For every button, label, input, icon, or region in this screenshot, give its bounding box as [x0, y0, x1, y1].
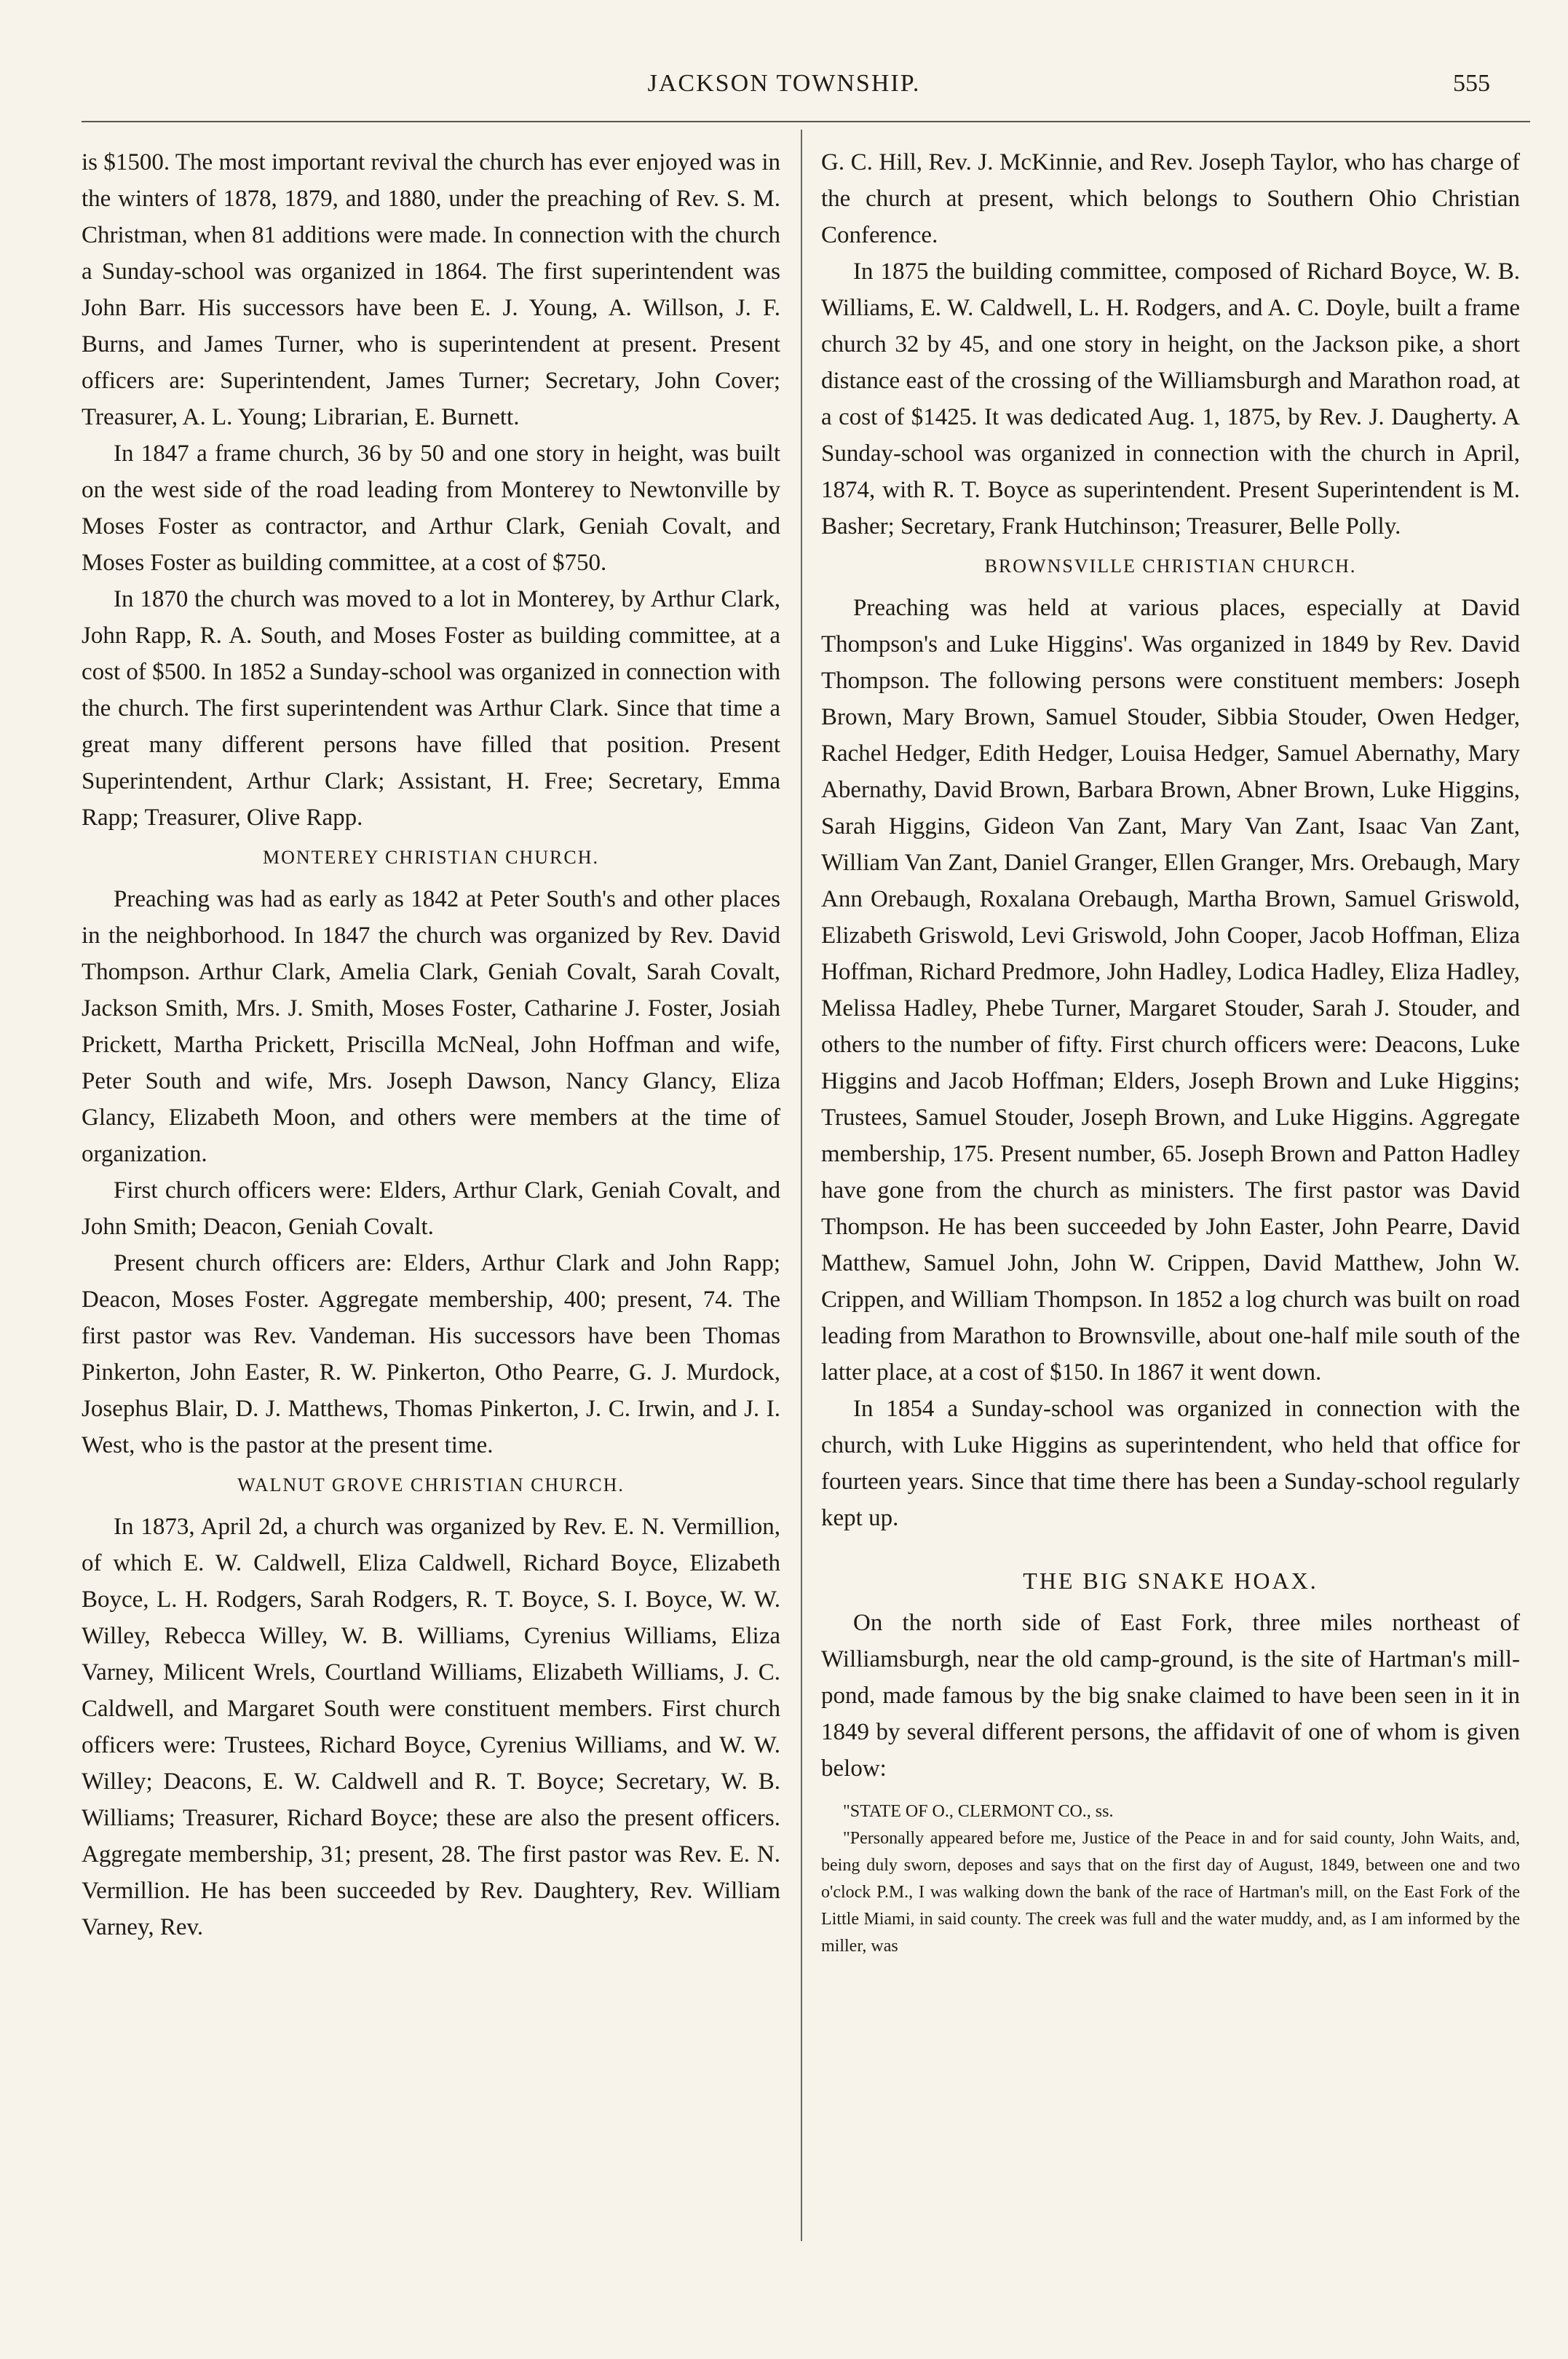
paragraph: Preaching was held at various places, especially at David Thompson's and Luke Higgins'. Was organized in 1849 by Rev. David Thompson. The following persons were constituent members: Joseph Brown, Mary Brown, Samuel Stouder, Sibbia Stouder, Owen Hedger, Rachel Hedger, Edith Hedger, Louisa Hedger, Samuel Abernathy, Mary Abernathy, David Brown, Barbara Brown, Abner Brown, Luke Higgins, Sarah Higgins, Gideon Van Zant, Mary Van Zant, Isaac Van Zant, William Van Zant, Daniel Granger, Ellen Granger, Mrs. Orebaugh, Mary Ann Orebaugh, Roxalana Orebaugh, Martha Brown, Samuel Griswold, Elizabeth Griswold, Levi Griswold, John Cooper, Jacob Hoffman, Eliza Hoffman, Richard Predmore, John Hadley, Lodica Hadley, Eliza Hadley, Melissa Hadley, Phebe Turner, Margaret Stouder, Sarah J. Stouder, and others to the number of fifty. First church officers were: Deacons, Luke Higgins and Jacob Hoffman; Elders, Joseph Brown and Luke Higgins; Trustees, Samuel Stouder, Joseph Brown, and Luke Higgins. Aggregate membership, 175. Present number, 65. Joseph Brown and Patton Hadley have gone from the church as ministers. The first pastor was David Thompson. He has been succeeded by John Easter, John Pearre, David Matthew, Samuel John, John W. Crippen, David Matthew, John W. Crippen, and William Thompson. In 1852 a log church was built on road leading from Marathon to Brownsville, about one-half mile south of the latter place, at a cost of $150. In 1867 it went down.: [821, 595, 1520, 1386]
paragraph: Preaching was had as early as 1842 at Peter South's and other places in the neighborhood. In 1847 the church was organized by Rev. David Thompson. Arthur Clark, Amelia Clark, Geniah Covalt, Sarah Covalt, Jackson Smith, Mrs. J. Smith, Moses Foster, Catharine J. Foster, Josiah Prickett, Martha Prickett, Priscilla McNeal, John Hoffman and wife, Peter South and wife, Mrs. Joseph Dawson, Nancy Glancy, Eliza Glancy, Elizabeth Moon, and others were members at the time of organization.: [82, 886, 780, 1167]
affidavit-text: "Personally appeared before me, Justice of the Peace in and for said county, John Waits, and, being duly sworn, deposes and says that on the first day of August, 1849, between one and two o'clock P.M., I was walking down the bank of the race of Hartman's mill, on the East Fork of the Little Miami, in said county. The creek was full and the water muddy, and, as I am informed by the miller, was: [821, 1829, 1520, 1956]
running-head: JACKSON TOWNSHIP.: [647, 70, 921, 97]
page-number: 555: [1453, 70, 1490, 97]
affidavit-caption: "STATE OF O., CLERMONT CO., ss.: [843, 1802, 1114, 1821]
right-column: [821, 144, 1520, 1960]
paragraph: is $1500. The most important revival the church has ever enjoyed was in the winters of 1878, 1879, and 1880, under the preaching of Rev. S. M. Christman, when 81 additions were made. In connection with the church a Sunday-school was organized in 1864. The first superintendent was John Barr. His successors have been E. J. Young, A. Willson, J. F. Burns, and James Turner, who is superintendent at present. Present officers are: Superintendent, James Turner; Secretary, John Cover; Treasurer, A. L. Young; Librarian, E. Burnett.: [82, 149, 780, 430]
left-column: [82, 144, 780, 1945]
paragraph: In 1870 the church was moved to a lot in Monterey, by Arthur Clark, John Rapp, R. A. South, and Moses Foster as building committee, at a cost of $500. In 1852 a Sunday-school was organized in connection with the church. The first superintendent was Arthur Clark. Since that time a great many different persons have filled that position. Present Superintendent, Arthur Clark; Assistant, H. Free; Secretary, Emma Rapp; Treasurer, Olive Rapp.: [82, 586, 780, 831]
paragraph: On the north side of East Fork, three miles northeast of Williamsburgh, near the old camp-ground, is the site of Hartman's mill-pond, made famous by the big snake claimed to have been seen in it in 1849 by several different persons, the affidavit of one of whom is given below:: [821, 1610, 1520, 1782]
paragraph: In 1847 a frame church, 36 by 50 and one story in height, was built on the west side of the road leading from Monterey to Newtonville by Moses Foster as contractor, and Arthur Clark, Geniah Covalt, and Moses Foster as building committee, at a cost of $750.: [82, 440, 780, 576]
header-rule: [82, 121, 1530, 122]
paragraph: In 1875 the building committee, composed of Richard Boyce, W. B. Williams, E. W. Caldwell, L. H. Rodgers, and A. C. Doyle, built a frame church 32 by 45, and one story in height, on the Jackson pike, a short distance east of the crossing of the Williamsburgh and Marathon road, at a cost of $1425. It was dedicated Aug. 1, 1875, by Rev. J. Daugherty. A Sunday-school was organized in connection with the church in April, 1874, with R. T. Boyce as superintendent. Present Superintendent is M. Basher; Secretary, Frank Hutchinson; Treasurer, Belle Polly.: [821, 258, 1520, 540]
section-heading: THE BIG SNAKE HOAX.: [1023, 1568, 1318, 1594]
section-heading: WALNUT GROVE CHRISTIAN CHURCH.: [237, 1474, 625, 1495]
paragraph: In 1873, April 2d, a church was organized by Rev. E. N. Vermillion, of which E. W. Caldwell, Eliza Caldwell, Richard Boyce, Elizabeth Boyce, L. H. Rodgers, Sarah Rodgers, R. T. Boyce, S. I. Boyce, W. W. Willey, Rebecca Willey, W. B. Williams, Cyrenius Williams, Eliza Varney, Milicent Wrels, Courtland Williams, Elizabeth Williams, J. C. Caldwell, and Margaret South were constituent members. First church officers were: Trustees, Richard Boyce, Cyrenius Williams, and W. W. Willey; Deacons, E. W. Caldwell and R. T. Boyce; Secretary, W. B. Williams; Treasurer, Richard Boyce; these are also the present officers. Aggregate membership, 31; present, 28. The first pastor was Rev. E. N. Vermillion. He has been succeeded by Rev. Daughtery, Rev. William Varney, Rev.: [82, 1514, 780, 1940]
paragraph: First church officers were: Elders, Arthur Clark, Geniah Covalt, and John Smith; Deacon, Geniah Covalt.: [82, 1177, 780, 1240]
paragraph: Present church officers are: Elders, Arthur Clark and John Rapp; Deacon, Moses Foster. Aggregate membership, 400; present, 74. The first pastor was Rev. Vandeman. His successors have been Thomas Pinkerton, John Easter, R. W. Pinkerton, Otho Pearre, G. J. Murdock, Josephus Blair, D. J. Matthews, Thomas Pinkerton, J. C. Irwin, and J. I. West, who is the pastor at the present time.: [82, 1250, 780, 1458]
column-divider: [801, 130, 802, 2241]
paragraph: G. C. Hill, Rev. J. McKinnie, and Rev. Joseph Taylor, who has charge of the church at present, which belongs to Southern Ohio Christian Conference.: [821, 149, 1520, 248]
section-heading: MONTEREY CHRISTIAN CHURCH.: [263, 847, 599, 868]
paragraph: In 1854 a Sunday-school was organized in connection with the church, with Luke Higgins as superintendent, who held that office for fourteen years. Since that time there has been a Sunday-school regularly kept up.: [821, 1396, 1520, 1531]
section-heading: BROWNSVILLE CHRISTIAN CHURCH.: [984, 556, 1357, 577]
